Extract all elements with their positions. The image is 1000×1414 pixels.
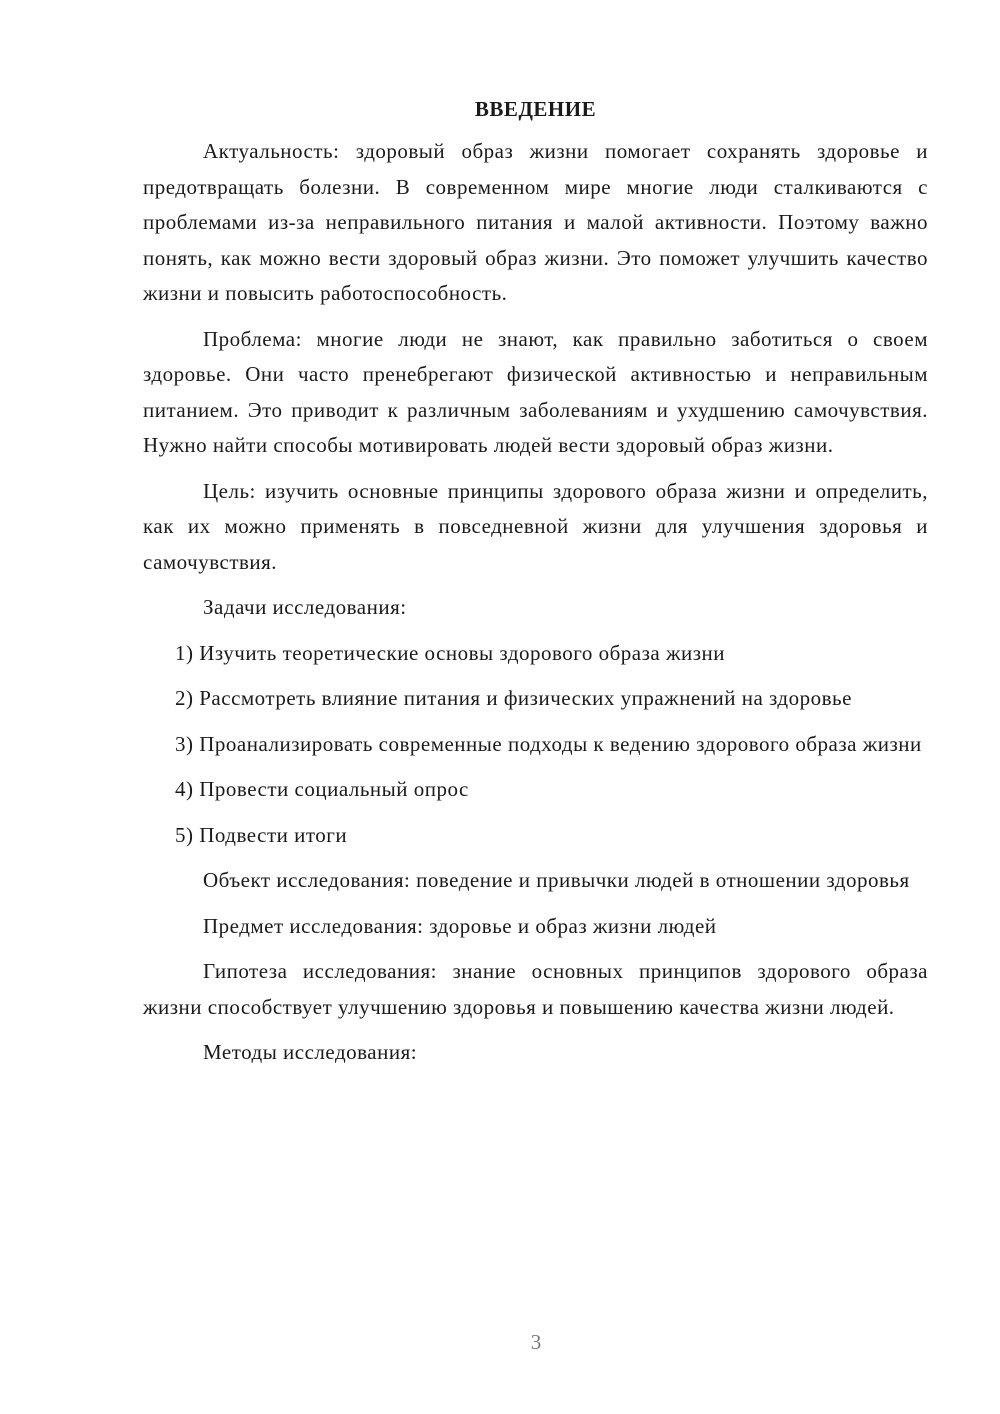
task-item-4: 4) Провести социальный опрос [175, 777, 469, 801]
paragraph-methods: Методы исследования: [203, 1040, 418, 1064]
task-item-5: 5) Подвести итоги [175, 822, 348, 847]
paragraph-subject: Предмет исследования: здоровье и образ жизни людей [203, 913, 717, 938]
task-item-1: 1) Изучить теоретические основы здорового образа жизни [175, 640, 726, 665]
page-number: 3 [530, 1330, 542, 1354]
task-item-3: 3) Проанализировать современные подходы к ведению здорового образа жизни [175, 731, 922, 756]
document-page [143, 92, 928, 1081]
section-heading: ВВЕДЕНИЕ [474, 97, 597, 121]
paragraph-goal: Цель: изучить основные принципы здорового образа жизни и определить, как их можно применять в повседневной жизни для улучшения здоровья и самочувствия. [143, 478, 928, 574]
paragraph-problem: Проблема: многие люди не знают, как правильно заботиться о своем здоровье. Они часто пренебрегают физической активностью и неправильным питанием. Это приводит к различным заболеваниям и ухудшению самочувствия. Нужно найти способы мотивировать людей вести здоровый образ жизни. [143, 326, 928, 457]
paragraph-relevance: Актуальность: здоровый образ жизни помогает сохранять здоровье и предотвращать болезни. В современном мире многие люди сталкиваются с проблемами из-за неправильного питания и малой активности. Поэтому важно понять, как можно вести здоровый образ жизни. Это поможет улучшить качество жизни и повысить работоспособность. [143, 139, 928, 305]
task-item-2: 2) Рассмотреть влияние питания и физических упражнений на здоровье [175, 686, 852, 710]
paragraph-object: Объект исследования: поведение и привычки людей в отношении здоровья [203, 868, 910, 892]
paragraph-hypothesis: Гипотеза исследования: знание основных принципов здорового образа жизни способствует улучшению здоровья и повышению качества жизни людей. [143, 959, 928, 1019]
paragraph-tasks-heading: Задачи исследования: [203, 595, 407, 619]
